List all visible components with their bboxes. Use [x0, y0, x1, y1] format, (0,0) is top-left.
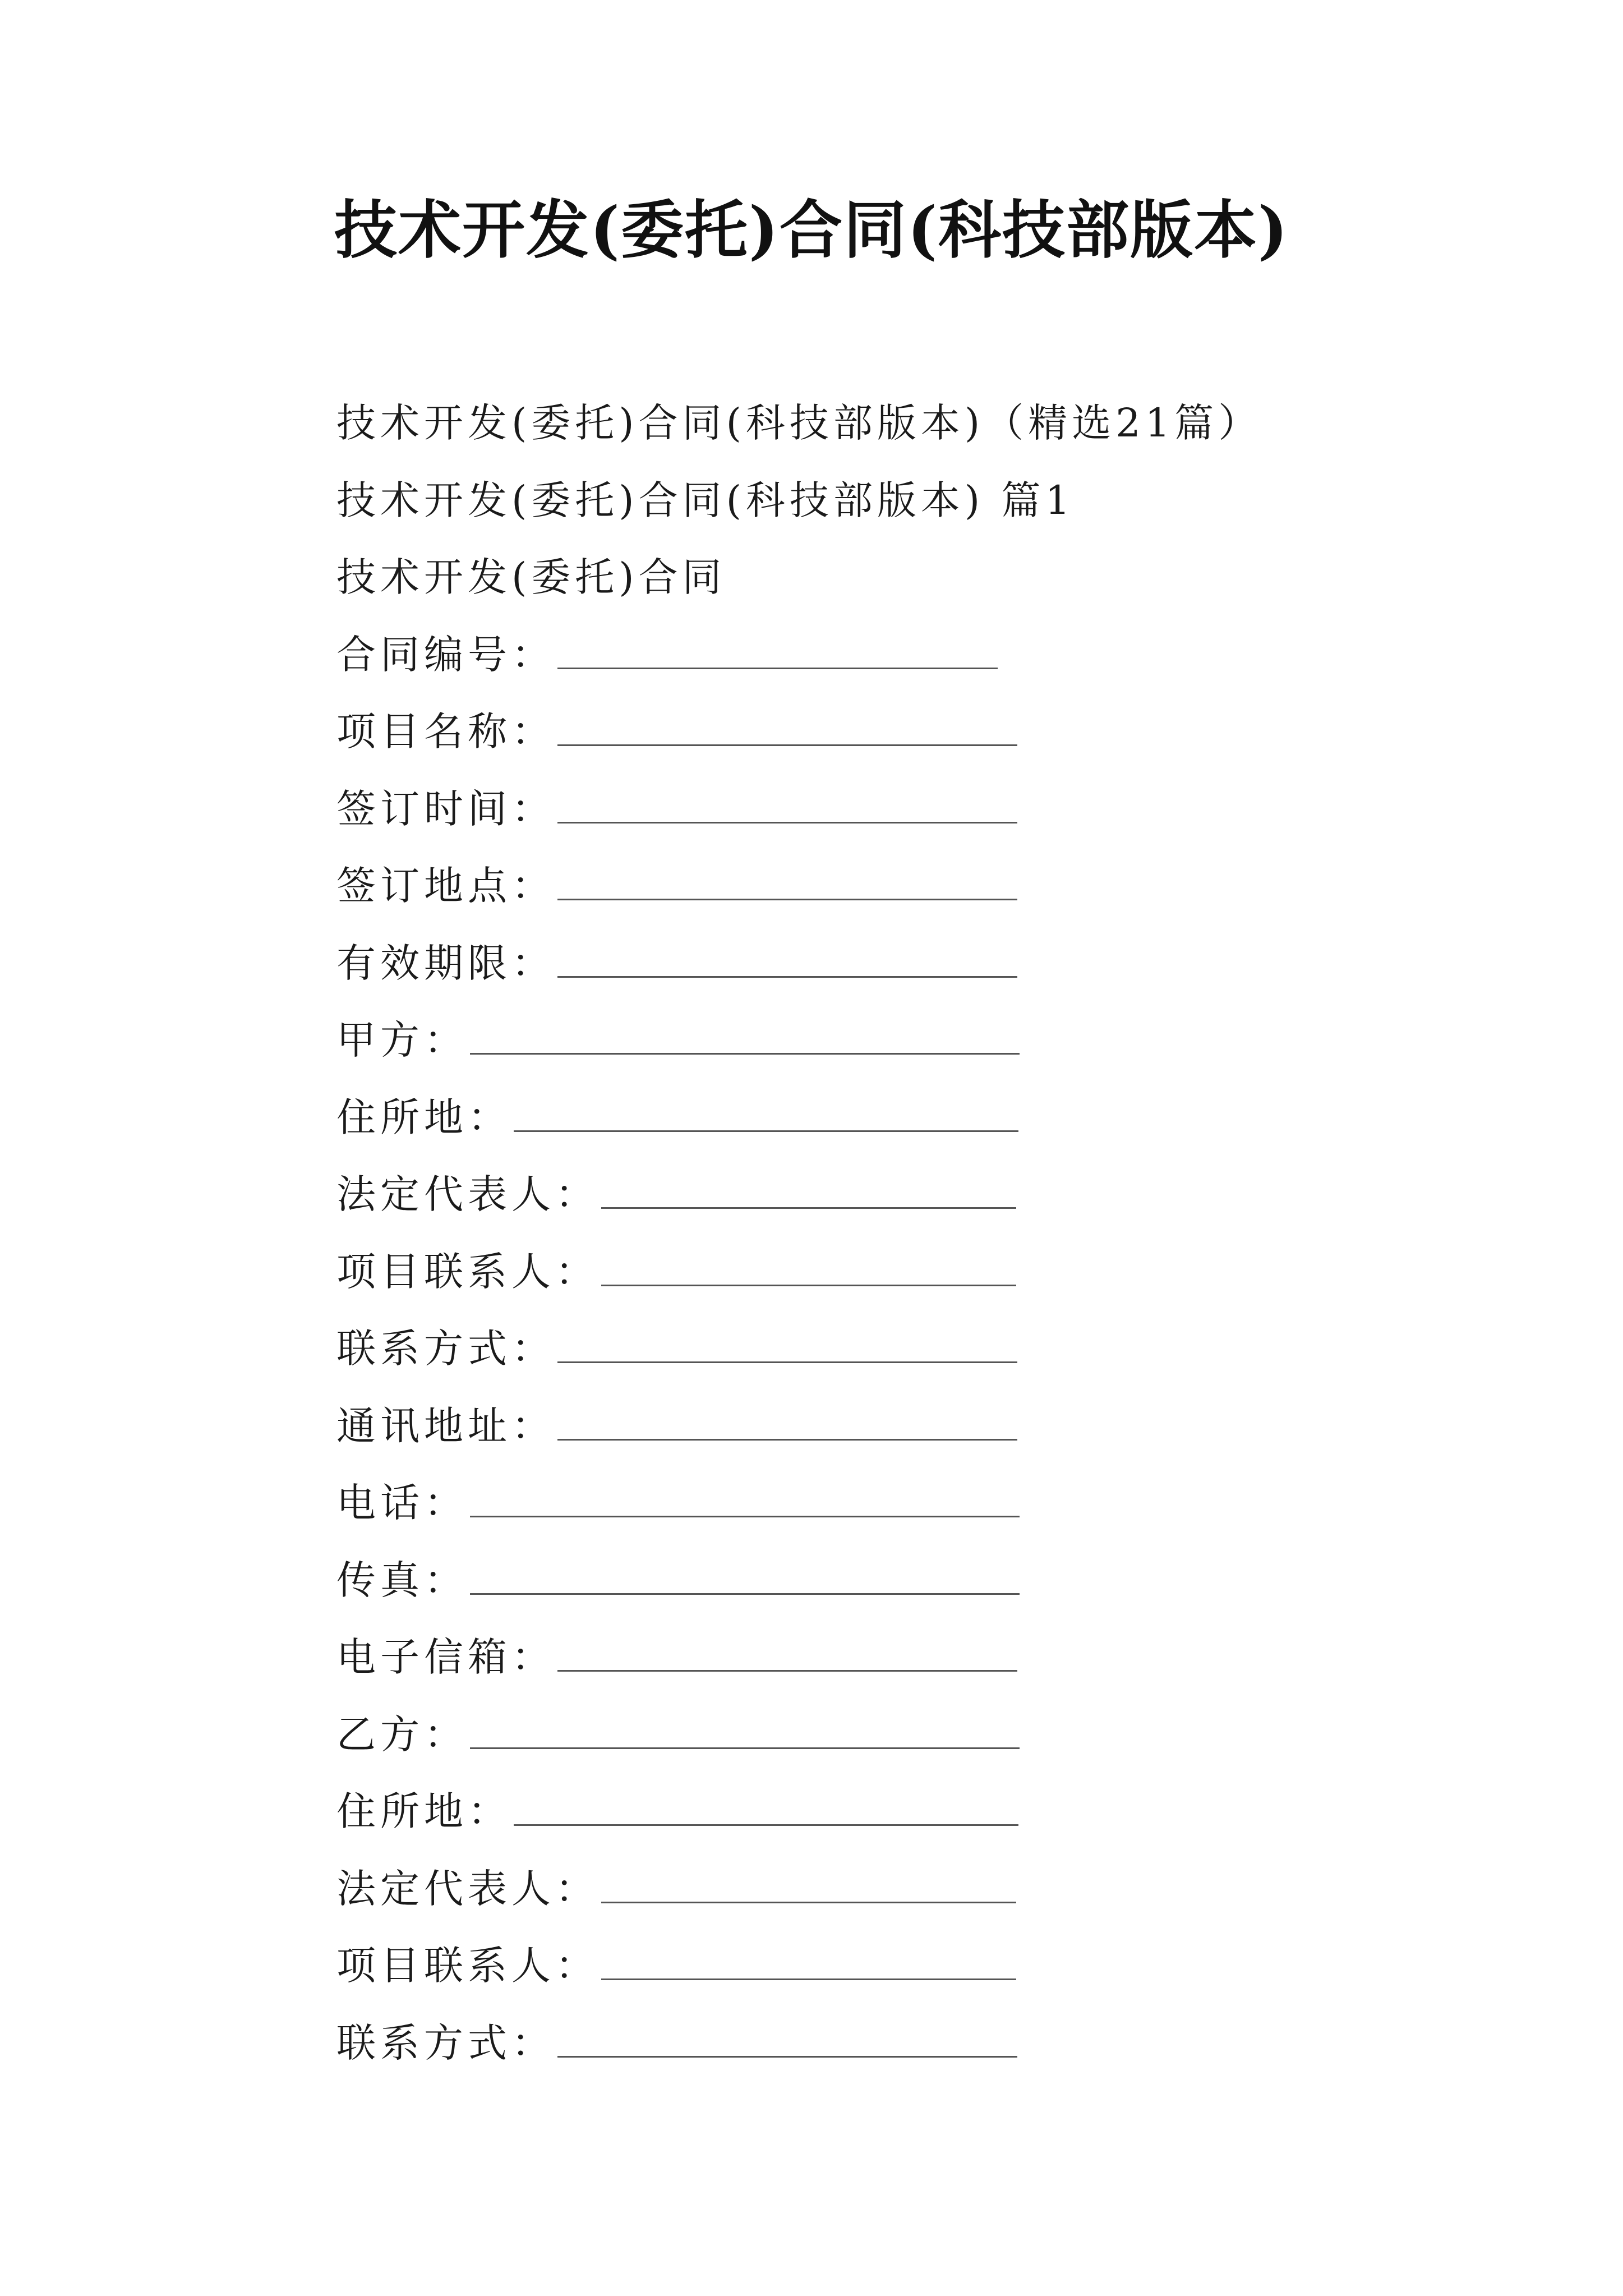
field-label: 签订时间： — [336, 785, 555, 832]
field-label: 联系方式： — [336, 1326, 555, 1372]
field-label: 法定代表人： — [336, 1171, 599, 1218]
field-label: 传真： — [336, 1557, 468, 1603]
fill-in-blank — [557, 1359, 1017, 1363]
field-party-b-project-contact — [336, 1924, 1458, 2001]
field-party-b-address — [336, 1770, 1458, 1847]
field-label: 乙方： — [336, 1711, 468, 1757]
fill-in-blank — [557, 665, 998, 669]
field-label: 电子信箱： — [336, 1634, 555, 1681]
field-label: 签订地点： — [336, 863, 555, 909]
field-label: 法定代表人： — [336, 1865, 599, 1912]
fill-in-blank — [601, 1282, 1016, 1286]
field-label: 住所地： — [336, 1094, 511, 1140]
fill-in-blank — [557, 896, 1017, 900]
field-label: 项目联系人： — [336, 1248, 599, 1295]
field-party-a-legal-rep — [336, 1153, 1458, 1230]
field-label: 电话： — [336, 1480, 468, 1526]
field-project-name — [336, 690, 1458, 767]
field-label: 通讯地址： — [336, 1402, 555, 1449]
field-party-a-email — [336, 1616, 1458, 1693]
field-label: 有效期限： — [336, 940, 555, 986]
document-body — [336, 381, 1458, 2078]
field-label: 合同编号： — [336, 631, 555, 678]
field-party-b-legal-rep — [336, 1847, 1458, 1925]
field-party-a-project-contact — [336, 1230, 1458, 1308]
field-label: 甲方： — [336, 1017, 468, 1064]
field-party-a-fax — [336, 1539, 1458, 1616]
fill-in-blank — [601, 1976, 1016, 1980]
fill-in-blank — [470, 1591, 1020, 1595]
field-party-a-phone — [336, 1461, 1458, 1539]
field-party-a — [336, 999, 1458, 1076]
fill-in-blank — [470, 1051, 1020, 1055]
fill-in-blank — [557, 1668, 1017, 1672]
fill-in-blank — [557, 2054, 1017, 2058]
field-validity-period — [336, 922, 1458, 999]
fill-in-blank — [557, 820, 1017, 823]
fill-in-blank — [470, 1513, 1020, 1517]
heading-article-1: 技术开发(委托)合同(科技部版本) 篇1 — [336, 477, 1075, 523]
document-title: 技术开发(委托)合同(科技部版本) — [334, 194, 1289, 267]
fill-in-blank — [557, 1437, 1017, 1441]
field-signing-place — [336, 844, 1458, 922]
fill-in-blank — [601, 1205, 1016, 1209]
field-label: 项目联系人： — [336, 1943, 599, 1989]
fill-in-blank — [557, 742, 1017, 746]
field-party-a-address — [336, 1076, 1458, 1153]
field-party-a-contact-method — [336, 1307, 1458, 1384]
fill-in-blank — [601, 1899, 1016, 1903]
fill-in-blank — [514, 1822, 1018, 1826]
field-signing-time — [336, 767, 1458, 845]
field-label: 项目名称： — [336, 708, 555, 755]
field-label: 联系方式： — [336, 2019, 555, 2066]
fill-in-blank — [514, 1128, 1018, 1132]
fill-in-blank — [470, 1745, 1020, 1749]
field-party-b — [336, 1693, 1458, 1770]
field-contract-number — [336, 613, 1458, 691]
field-label: 住所地： — [336, 1788, 511, 1835]
heading-contract: 技术开发(委托)合同 — [336, 554, 726, 601]
field-party-b-contact-method — [336, 2001, 1458, 2079]
field-party-a-mailing-address — [336, 1384, 1458, 1462]
fill-in-blank — [557, 974, 1017, 978]
heading-collection: 技术开发(委托)合同(科技部版本)（精选21篇） — [336, 400, 1262, 447]
